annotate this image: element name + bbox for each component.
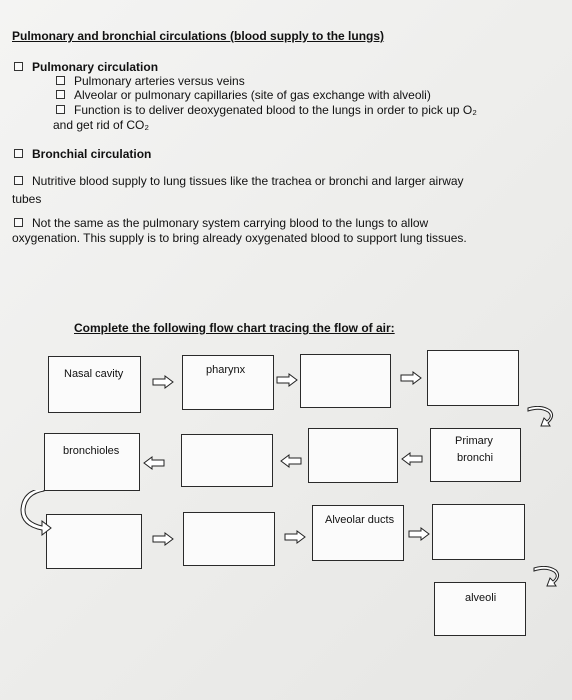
checkbox-bullet-icon <box>14 176 23 185</box>
checkbox-bullet-icon <box>14 149 23 158</box>
arrow-right-icon <box>152 532 174 546</box>
flow-label-pharynx: pharynx <box>206 364 246 376</box>
arrow-right-icon <box>276 373 298 387</box>
arrow-right-icon <box>284 530 306 544</box>
pulmonary-item-3-cont: and get rid of CO₂ <box>53 118 150 132</box>
pulmonary-heading <box>14 60 158 75</box>
checkbox-bullet-icon <box>14 218 23 227</box>
arrow-right-icon <box>408 527 430 541</box>
bronchial-item-2 <box>14 216 428 231</box>
pulmonary-item-3 <box>56 103 477 118</box>
flow-label-nasal-cavity: Nasal cavity <box>64 368 124 380</box>
flow-box-blank-7[interactable] <box>432 504 525 560</box>
flow-box-blank-5[interactable] <box>46 514 142 569</box>
bronchial-item-1-cont: tubes <box>12 192 42 206</box>
flow-label-primary-line2: bronchi <box>457 452 494 464</box>
pulmonary-item-1 <box>56 74 245 89</box>
bronchial-item-2-cont: oxygenation. This supply is to bring already oxygenated blood to support lung tissues. <box>12 231 467 245</box>
arrow-right-icon <box>400 371 422 385</box>
pulmonary-item-2-text: Alveolar or pulmonary capillaries (site of gas exchange with alveoli) <box>74 88 431 102</box>
flow-box-bronchioles <box>44 433 140 491</box>
checkbox-bullet-icon <box>56 105 65 114</box>
pulmonary-item-2 <box>56 88 431 103</box>
bronchial-heading-text: Bronchial circulation <box>32 147 152 161</box>
checkbox-bullet-icon <box>14 62 23 71</box>
bronchial-item-1-text: Nutritive blood supply to lung tissues like the trachea or bronchi and larger airway <box>32 174 464 188</box>
flow-box-blank-2[interactable] <box>427 350 519 406</box>
bronchial-item-2-text: Not the same as the pulmonary system carrying blood to the lungs to allow <box>32 216 429 230</box>
pulmonary-heading-text: Pulmonary circulation <box>32 60 159 74</box>
arrow-left-icon <box>143 456 165 470</box>
uturn-arrow-icon <box>20 490 54 536</box>
flow-label-primary-line1: Primary <box>455 435 493 447</box>
pulmonary-item-1-text: Pulmonary arteries versus veins <box>74 74 245 88</box>
arrow-right-icon <box>152 375 174 389</box>
uturn-arrow-icon <box>532 566 562 588</box>
flow-box-blank-1[interactable] <box>300 354 391 408</box>
flow-label-alveoli: alveoli <box>465 592 497 604</box>
checkbox-bullet-icon <box>56 90 65 99</box>
flow-label-alveolar-ducts: Alveolar ducts <box>325 514 395 526</box>
flow-box-blank-6[interactable] <box>183 512 275 566</box>
arrow-left-icon <box>280 454 302 468</box>
arrow-left-icon <box>401 452 423 466</box>
flow-box-blank-3[interactable] <box>181 434 273 487</box>
flow-box-nasal-cavity <box>48 356 141 413</box>
checkbox-bullet-icon <box>56 76 65 85</box>
page-title: Pulmonary and bronchial circulations (blood supply to the lungs) <box>12 29 385 43</box>
uturn-arrow-icon <box>526 406 556 428</box>
bronchial-item-1 <box>14 174 464 189</box>
flow-label-bronchioles: bronchioles <box>63 445 120 457</box>
pulmonary-item-3-text: Function is to deliver deoxygenated blood to the lungs in order to pick up O₂ <box>74 103 477 117</box>
flow-box-blank-4[interactable] <box>308 428 398 483</box>
flowchart-title: Complete the following flow chart tracing the flow of air: <box>74 321 395 335</box>
bronchial-heading <box>14 147 151 162</box>
